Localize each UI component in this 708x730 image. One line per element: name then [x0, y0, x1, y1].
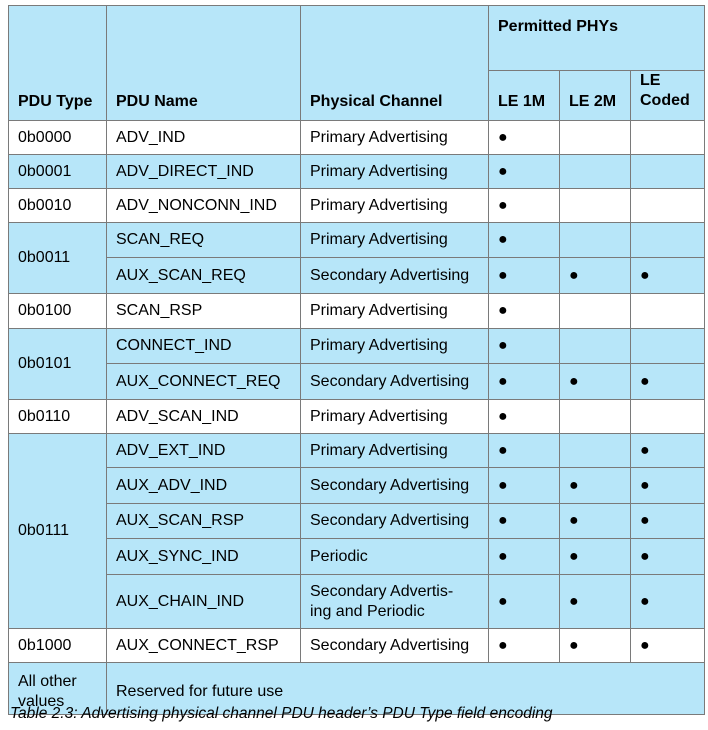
phy-le-2m-cell: [560, 400, 631, 434]
physical-channel-cell: Periodic: [301, 539, 489, 575]
permitted-dot-icon: ●: [640, 441, 650, 459]
header-pdu-name: PDU Name: [107, 6, 301, 121]
phy-le-2m-cell: [560, 329, 631, 364]
phy-le-coded-cell: [631, 155, 705, 189]
table-row: [9, 575, 705, 629]
table-row: [9, 364, 705, 400]
table-row: [9, 189, 705, 223]
permitted-dot-icon: ●: [498, 547, 508, 565]
phy-le-1m-cell: [489, 575, 560, 629]
header-pdu-type: PDU Type: [9, 6, 107, 121]
other-values-label-line: All other: [18, 672, 77, 690]
physical-channel-cell: Primary Advertising: [301, 121, 489, 155]
phy-le-1m-cell: [489, 294, 560, 329]
permitted-dot-icon: ●: [569, 512, 579, 529]
permitted-dot-icon: ●: [498, 636, 508, 654]
phy-le-1m-cell: [489, 539, 560, 575]
pdu-name-cell: AUX_CHAIN_IND: [107, 575, 301, 629]
permitted-dot-icon: ●: [640, 266, 650, 284]
table-row: [9, 223, 705, 258]
permitted-dot-icon: ●: [498, 337, 508, 354]
permitted-dot-icon: ●: [498, 196, 508, 214]
permitted-dot-icon: ●: [569, 372, 579, 390]
pdu-name-cell: AUX_ADV_IND: [107, 468, 301, 504]
pdu-name-cell: AUX_CONNECT_RSP: [107, 629, 301, 663]
table-row: [9, 294, 705, 329]
other-values-label-line: values: [18, 692, 65, 710]
permitted-dot-icon: ●: [569, 592, 579, 610]
physical-channel-cell: Primary Advertising: [301, 155, 489, 189]
pdu-type-cell: 0b1000: [9, 629, 107, 663]
table-body: [9, 121, 705, 715]
phy-le-1m-cell: [489, 364, 560, 400]
phy-le-coded-cell: [631, 121, 705, 155]
phy-le-2m-cell: [560, 223, 631, 258]
physical-channel-cell: Secondary Advertising: [301, 468, 489, 504]
pdu-type-cell: 0b0000: [9, 121, 107, 155]
pdu-name-cell: ADV_EXT_IND: [107, 434, 301, 468]
permitted-dot-icon: ●: [498, 128, 508, 146]
pdu-type-cell: 0b0100: [9, 294, 107, 329]
permitted-dot-icon: ●: [569, 476, 579, 494]
physical-channel-cell: Secondary Advertising: [301, 629, 489, 663]
pdu-name-cell: ADV_DIRECT_IND: [107, 155, 301, 189]
phy-le-coded-cell: [631, 364, 705, 400]
phy-le-1m-cell: [489, 434, 560, 468]
phy-le-2m-cell: [560, 364, 631, 400]
phy-le-coded-cell: [631, 504, 705, 539]
permitted-dot-icon: ●: [498, 441, 508, 459]
phy-le-2m-cell: [560, 294, 631, 329]
permitted-dot-icon: ●: [640, 372, 650, 390]
permitted-dot-icon: ●: [569, 266, 579, 284]
permitted-dot-icon: ●: [498, 231, 508, 248]
permitted-dot-icon: ●: [640, 512, 650, 529]
phy-le-1m-cell: [489, 223, 560, 258]
table-row: [9, 155, 705, 189]
permitted-dot-icon: ●: [498, 266, 508, 284]
permitted-dot-icon: ●: [498, 407, 508, 425]
physical-channel-cell: Secondary Advertising: [301, 504, 489, 539]
physical-channel-cell: Primary Advertising: [301, 294, 489, 329]
pdu-type-cell: 0b0011: [9, 223, 107, 294]
phy-le-2m-cell: [560, 258, 631, 294]
pdu-name-cell: AUX_CONNECT_REQ: [107, 364, 301, 400]
pdu-name-cell: CONNECT_IND: [107, 329, 301, 364]
pdu-name-cell: ADV_SCAN_IND: [107, 400, 301, 434]
phy-le-2m-cell: [560, 468, 631, 504]
table-row: [9, 468, 705, 504]
phy-le-1m-cell: [489, 400, 560, 434]
phy-le-coded-cell: [631, 629, 705, 663]
phy-le-coded-cell: [631, 539, 705, 575]
phy-le-2m-cell: [560, 504, 631, 539]
pdu-type-cell: 0b0111: [9, 434, 107, 629]
header-row-top: [9, 6, 705, 71]
pdu-name-cell: AUX_SCAN_REQ: [107, 258, 301, 294]
header-le-1m: LE 1M: [489, 71, 560, 121]
header-physical-channel: Physical Channel: [301, 6, 489, 121]
physical-channel-cell: Primary Advertising: [301, 189, 489, 223]
pdu-name-cell: ADV_IND: [107, 121, 301, 155]
pdu-type-cell: 0b0101: [9, 329, 107, 400]
table-row: [9, 539, 705, 575]
permitted-dot-icon: ●: [640, 636, 650, 654]
table-row: [9, 400, 705, 434]
phy-le-2m-cell: [560, 121, 631, 155]
pdu-type-cell: 0b0001: [9, 155, 107, 189]
permitted-dot-icon: ●: [640, 592, 650, 610]
phy-le-coded-cell: [631, 434, 705, 468]
phy-le-1m-cell: [489, 155, 560, 189]
physical-channel-line: Secondary Advertis-: [310, 582, 454, 600]
physical-channel-cell: Primary Advertising: [301, 223, 489, 258]
table-row: [9, 258, 705, 294]
phy-le-2m-cell: [560, 539, 631, 575]
phy-le-1m-cell: [489, 121, 560, 155]
pdu-name-cell: SCAN_REQ: [107, 223, 301, 258]
physical-channel-cell: Primary Advertising: [301, 400, 489, 434]
phy-le-coded-cell: [631, 575, 705, 629]
physical-channel-cell: Secondary Advertising: [301, 364, 489, 400]
permitted-dot-icon: ●: [640, 547, 650, 565]
permitted-dot-icon: ●: [498, 162, 508, 180]
phy-le-coded-cell: [631, 468, 705, 504]
phy-le-1m-cell: [489, 189, 560, 223]
pdu-type-cell: 0b0110: [9, 400, 107, 434]
pdu-type-table: [8, 5, 705, 715]
phy-le-1m-cell: [489, 258, 560, 294]
permitted-dot-icon: ●: [498, 592, 508, 610]
physical-channel-cell: [301, 575, 489, 629]
pdu-name-cell: SCAN_RSP: [107, 294, 301, 329]
phy-le-2m-cell: [560, 434, 631, 468]
physical-channel-cell: Secondary Advertising: [301, 258, 489, 294]
table-row: [9, 629, 705, 663]
table-row: [9, 121, 705, 155]
physical-channel-cell: Primary Advertising: [301, 329, 489, 364]
phy-le-coded-cell: [631, 189, 705, 223]
permitted-dot-icon: ●: [498, 476, 508, 494]
header-le-coded: LE Coded: [631, 71, 705, 121]
header-le-2m: LE 2M: [560, 71, 631, 121]
physical-channel-line: ing and Periodic: [310, 602, 425, 620]
pdu-name-cell: ADV_NONCONN_IND: [107, 189, 301, 223]
phy-le-coded-cell: [631, 294, 705, 329]
pdu-name-cell: AUX_SYNC_IND: [107, 539, 301, 575]
physical-channel-cell: Primary Advertising: [301, 434, 489, 468]
table-row: [9, 329, 705, 364]
permitted-dot-icon: ●: [569, 547, 579, 565]
permitted-dot-icon: ●: [498, 302, 508, 319]
header-permitted-phys: Permitted PHYs: [489, 6, 705, 71]
permitted-dot-icon: ●: [640, 476, 650, 494]
table-caption: Table 2.3: Advertising physical channel PDU header’s PDU Type field encoding: [10, 705, 553, 722]
permitted-dot-icon: ●: [498, 512, 508, 529]
phy-le-1m-cell: [489, 468, 560, 504]
phy-le-2m-cell: [560, 629, 631, 663]
phy-le-2m-cell: [560, 189, 631, 223]
phy-le-1m-cell: [489, 629, 560, 663]
phy-le-1m-cell: [489, 504, 560, 539]
phy-le-coded-cell: [631, 223, 705, 258]
phy-le-2m-cell: [560, 575, 631, 629]
pdu-type-cell: 0b0010: [9, 189, 107, 223]
phy-le-coded-cell: [631, 258, 705, 294]
phy-le-coded-cell: [631, 400, 705, 434]
table-row: [9, 434, 705, 468]
phy-le-1m-cell: [489, 329, 560, 364]
phy-le-2m-cell: [560, 155, 631, 189]
pdu-name-cell: AUX_SCAN_RSP: [107, 504, 301, 539]
phy-le-coded-cell: [631, 329, 705, 364]
permitted-dot-icon: ●: [498, 372, 508, 390]
other-values-text: Reserved for future use: [107, 663, 705, 715]
permitted-dot-icon: ●: [569, 636, 579, 654]
table-row: [9, 504, 705, 539]
